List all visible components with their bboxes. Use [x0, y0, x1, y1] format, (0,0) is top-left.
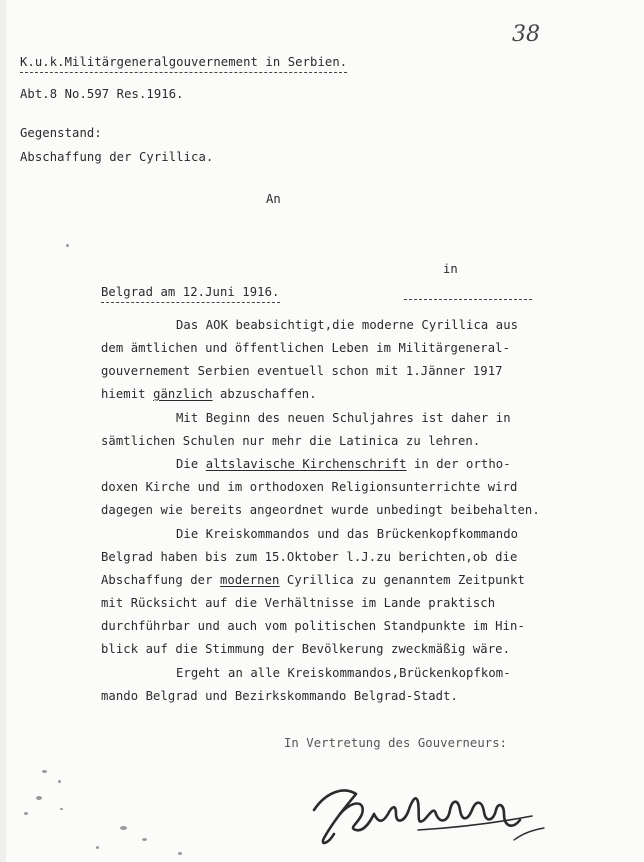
underlined-word: gänzlich — [153, 387, 213, 401]
paper-speck — [66, 244, 69, 247]
subject-text: Abschaffung der Cyrillica. — [20, 150, 214, 164]
addressee-blank-line — [404, 299, 532, 300]
authority-heading: K.u.k.Militärgeneralgouvernement in Serbien. — [20, 55, 347, 73]
reference-number: Abt.8 No.597 Res.1916. — [20, 87, 184, 101]
body-text: Abschaffung der — [101, 573, 220, 587]
subject-label: Gegenstand: — [20, 126, 102, 140]
body-line: blick auf die Stimmung der Bevölkerung zweckmäßig wäre. — [101, 642, 511, 656]
page-number: 38 — [512, 22, 540, 47]
closing-on-behalf: In Vertretung des Gouverneurs: — [284, 736, 508, 750]
body-line: mando Belgrad und Bezirkskommando Belgrad-Stadt. — [101, 689, 458, 703]
place-date: Belgrad am 12.Juni 1916. — [101, 285, 280, 303]
paper-speck — [120, 826, 127, 830]
body-line: dem ämtlichen und öffentlichen Leben im Militärgeneral- — [101, 341, 511, 355]
paper-speck — [178, 852, 182, 855]
handwritten-signature-icon — [300, 770, 560, 862]
body-text: Cyrillica zu genanntem Zeitpunkt — [279, 573, 525, 587]
body-line: Mit Beginn des neuen Schuljahres ist daher in — [176, 411, 511, 425]
underlined-word: modernen — [220, 573, 280, 587]
body-text: in der ortho- — [406, 457, 511, 471]
body-line: Die Kreiskommandos und das Brückenkopfkommando — [176, 527, 519, 541]
body-line — [101, 573, 525, 587]
body-line: doxen Kirche und im orthodoxen Religionsunterrichte wird — [101, 480, 518, 494]
paper-speck — [42, 770, 47, 773]
paper-speck — [142, 838, 147, 841]
body-text: hiemit — [101, 387, 154, 401]
paper-speck — [96, 846, 99, 849]
paper-speck — [58, 780, 61, 783]
paper-speck — [24, 812, 28, 815]
body-line: sämtlichen Schulen nur mehr die Latinica zu lehren. — [101, 434, 481, 448]
paper-speck — [36, 796, 42, 800]
body-line: durchführbar und auch vom politischen Standpunkte im Hin- — [101, 619, 525, 633]
body-line — [101, 387, 317, 401]
body-line: dagegen wie bereits angeordnet wurde unbedingt beibehalten. — [101, 503, 540, 517]
body-line — [176, 457, 511, 471]
body-line: Belgrad haben bis zum 15.Oktober l.J.zu berichten,ob die — [101, 550, 518, 564]
body-line: gouvernement Serbien eventuell schon mit 1.Jänner 1917 — [101, 364, 503, 378]
addressee-in: in — [443, 262, 458, 276]
body-line: Das AOK beabsichtigt,die moderne Cyrillica aus — [176, 318, 519, 332]
underlined-phrase: altslavische Kirchenschrift — [205, 457, 407, 471]
body-line: Ergeht an alle Kreiskommandos,Brückenkopfkom- — [176, 666, 511, 680]
paper-speck — [60, 808, 63, 810]
body-text: abzuschaffen. — [212, 387, 317, 401]
addressee-to: An — [266, 192, 281, 206]
body-line: mit Rücksicht auf die Verhältnisse im Lande praktisch — [101, 596, 496, 610]
body-text: Die — [176, 457, 206, 471]
